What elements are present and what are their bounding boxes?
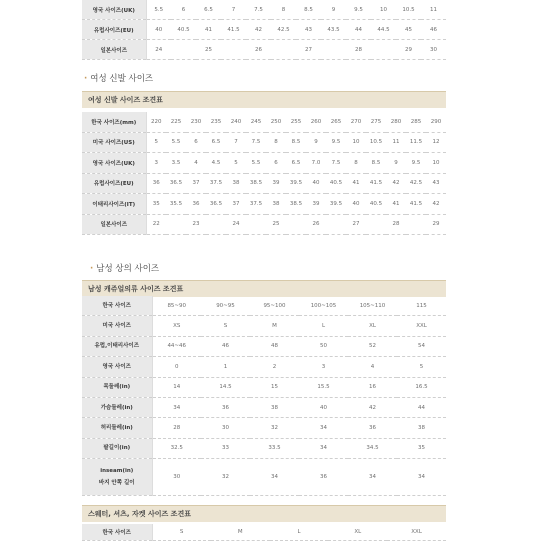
table-cell: 28 xyxy=(152,418,201,438)
table-cell: 40 xyxy=(299,397,348,417)
table-cell: 9.5 xyxy=(346,0,371,20)
table-cell: 42 xyxy=(348,397,397,417)
table-cell xyxy=(406,214,426,235)
table-cell: 42 xyxy=(246,20,271,40)
table-cell: 42 xyxy=(386,173,406,194)
table-cell: 37.5 xyxy=(246,194,266,215)
table-cell: 37.5 xyxy=(206,173,226,194)
row-label: 유럽,이태리사이즈 xyxy=(82,336,152,356)
table-cell: 23 xyxy=(186,214,206,235)
table-cell: 32 xyxy=(250,418,299,438)
table-cell: 36.5 xyxy=(166,173,186,194)
table-cell: 52 xyxy=(348,336,397,356)
table-cell: 43 xyxy=(296,20,321,40)
table-cell: 40.5 xyxy=(366,194,386,215)
table-cell: 27 xyxy=(346,214,366,235)
table-cell: 255 xyxy=(286,112,306,132)
table-cell: 43.5 xyxy=(321,20,346,40)
table-cell: 7.5 xyxy=(326,153,346,174)
table-cell: M xyxy=(211,524,270,541)
table-row xyxy=(82,132,446,153)
table-cell: 11 xyxy=(421,0,446,20)
table-cell xyxy=(321,40,346,60)
table-cell: 40.5 xyxy=(171,20,196,40)
table-cell: 5 xyxy=(226,153,246,174)
table-cell: 40 xyxy=(346,194,366,215)
table-row xyxy=(82,316,446,336)
table-cell xyxy=(286,214,306,235)
row-label: 팔길이(in) xyxy=(82,438,152,458)
table-cell: 5 xyxy=(146,132,166,153)
table-cell: 10 xyxy=(371,0,396,20)
table-cell: 245 xyxy=(246,112,266,132)
table-cell: 6 xyxy=(186,132,206,153)
table-cell: 220 xyxy=(146,112,166,132)
table-cell: 7 xyxy=(221,0,246,20)
table-cell: 260 xyxy=(306,112,326,132)
table-cell: 40.5 xyxy=(326,173,346,194)
table-cell: 240 xyxy=(226,112,246,132)
table-row xyxy=(82,173,446,194)
table-cell: 1 xyxy=(201,357,250,377)
table-row xyxy=(82,40,446,60)
table-cell: 42.5 xyxy=(406,173,426,194)
table-cell: 225 xyxy=(166,112,186,132)
table-cell: S xyxy=(201,316,250,336)
table-cell: 16 xyxy=(348,377,397,397)
table-cell: 9.5 xyxy=(326,132,346,153)
table-cell: 44.5 xyxy=(371,20,396,40)
table-cell: 24 xyxy=(146,40,171,60)
row-label: 목둘레(in) xyxy=(82,377,152,397)
table-cell: 35 xyxy=(146,194,166,215)
table-cell: 32.5 xyxy=(152,438,201,458)
table-cell: 25 xyxy=(266,214,286,235)
table-cell: 105~110 xyxy=(348,296,397,316)
row-label: 일본사이즈 xyxy=(82,214,146,235)
table-cell xyxy=(326,214,346,235)
row-label: 허리둘레(in) xyxy=(82,418,152,438)
table-cell: XXL xyxy=(387,524,446,541)
table-cell: 7.5 xyxy=(246,132,266,153)
table-cell: 34 xyxy=(152,397,201,417)
table-cell: 5.5 xyxy=(246,153,266,174)
table-cell: 250 xyxy=(266,112,286,132)
table-cell: 41 xyxy=(196,20,221,40)
row-label: 이태리사이즈(IT) xyxy=(82,194,146,215)
table-cell xyxy=(166,214,186,235)
table-cell: 3 xyxy=(299,357,348,377)
table-cell: 95~100 xyxy=(250,296,299,316)
table-cell: 6 xyxy=(171,0,196,20)
table-cell: 5 xyxy=(397,357,446,377)
row-label: 가슴둘레(in) xyxy=(82,397,152,417)
table-cell: 15.5 xyxy=(299,377,348,397)
table-cell: 36 xyxy=(146,173,166,194)
men-shoe-size-table-partial xyxy=(82,0,446,60)
table-cell: 8 xyxy=(346,153,366,174)
heading-bullet-icon: · xyxy=(90,264,94,274)
table-cell: 7.0 xyxy=(306,153,326,174)
table-cell xyxy=(206,214,226,235)
table-cell: 4 xyxy=(186,153,206,174)
table-cell: 41.5 xyxy=(406,194,426,215)
table-cell: 3 xyxy=(146,153,166,174)
table-row xyxy=(82,194,446,215)
table-cell: 285 xyxy=(406,112,426,132)
table-cell: 11.5 xyxy=(406,132,426,153)
table-row xyxy=(82,336,446,356)
table-cell: 5.5 xyxy=(166,132,186,153)
table-cell: 36 xyxy=(348,418,397,438)
table-cell: 28 xyxy=(386,214,406,235)
shirt-size-table xyxy=(82,524,446,541)
table-cell: 33.5 xyxy=(250,438,299,458)
table-cell xyxy=(371,40,396,60)
table-cell: 36.5 xyxy=(206,194,226,215)
table-cell: 5.5 xyxy=(146,0,171,20)
table-row xyxy=(82,357,446,377)
table-cell: 10 xyxy=(346,132,366,153)
table-cell: 8.5 xyxy=(366,153,386,174)
table-cell: 14.5 xyxy=(201,377,250,397)
table-cell: 27 xyxy=(296,40,321,60)
table-cell: 48 xyxy=(250,336,299,356)
table-cell: 26 xyxy=(246,40,271,60)
table-cell: 3.5 xyxy=(166,153,186,174)
table-cell: 38.5 xyxy=(286,194,306,215)
table-cell: 2 xyxy=(250,357,299,377)
table-cell: 50 xyxy=(299,336,348,356)
row-label: 미국 사이즈(US) xyxy=(82,132,146,153)
table-cell: 38 xyxy=(226,173,246,194)
table-cell: 12 xyxy=(426,132,446,153)
table-cell: 10.5 xyxy=(396,0,421,20)
table-row xyxy=(82,397,446,417)
table-cell: 10 xyxy=(426,153,446,174)
table-cell: 28 xyxy=(346,40,371,60)
table-cell: 45 xyxy=(396,20,421,40)
table-cell: 34 xyxy=(299,438,348,458)
table-cell: 29 xyxy=(396,40,421,60)
row-label: 한국 사이즈 xyxy=(82,524,152,541)
table-cell xyxy=(171,40,196,60)
table-cell: 41 xyxy=(346,173,366,194)
table-cell: 0 xyxy=(152,357,201,377)
table-cell: 280 xyxy=(386,112,406,132)
table-cell: 26 xyxy=(306,214,326,235)
table-cell: S xyxy=(152,524,211,541)
table-cell: 22 xyxy=(146,214,166,235)
table-cell: 38.5 xyxy=(246,173,266,194)
table-cell: 30 xyxy=(201,418,250,438)
table-cell: 41.5 xyxy=(366,173,386,194)
men-top-size-table xyxy=(82,296,446,496)
table-cell: 39 xyxy=(306,194,326,215)
row-label: 유럽사이즈(EU) xyxy=(82,20,146,40)
table-row xyxy=(82,418,446,438)
table-row xyxy=(82,524,446,541)
table-row xyxy=(82,296,446,316)
heading-bullet-icon: · xyxy=(84,74,88,84)
row-label: 유럽사이즈(EU) xyxy=(82,173,146,194)
row-label: 한국 사이즈 xyxy=(82,296,152,316)
row-label: 미국 사이즈 xyxy=(82,316,152,336)
table-cell: 4.5 xyxy=(206,153,226,174)
table-cell: 39.5 xyxy=(326,194,346,215)
table-cell: 14 xyxy=(152,377,201,397)
table-cell: 38 xyxy=(250,397,299,417)
table-cell: 35.5 xyxy=(166,194,186,215)
table-cell: 41.5 xyxy=(221,20,246,40)
table-cell: 85~90 xyxy=(152,296,201,316)
table-cell: 30 xyxy=(421,40,446,60)
table-cell: 35 xyxy=(397,438,446,458)
table-cell: 24 xyxy=(226,214,246,235)
table-cell: 6.5 xyxy=(286,153,306,174)
table-cell: 270 xyxy=(346,112,366,132)
table-cell: 25 xyxy=(196,40,221,60)
table-cell xyxy=(271,40,296,60)
table-cell: 39.5 xyxy=(286,173,306,194)
table-cell: 29 xyxy=(426,214,446,235)
row-label: 일본사이즈 xyxy=(82,40,146,60)
table-cell: 8 xyxy=(266,132,286,153)
table-cell: 6.5 xyxy=(206,132,226,153)
women-shoe-heading: · 여성 신발 사이즈 xyxy=(84,74,154,84)
table-cell: 7.5 xyxy=(246,0,271,20)
table-cell: 46 xyxy=(421,20,446,40)
table-row xyxy=(82,438,446,458)
table-cell: 275 xyxy=(366,112,386,132)
table-cell: 34 xyxy=(397,459,446,496)
row-label: 영국 사이즈(UK) xyxy=(82,153,146,174)
table-cell: 9 xyxy=(321,0,346,20)
table-cell: 42 xyxy=(426,194,446,215)
table-cell: 100~105 xyxy=(299,296,348,316)
table-row xyxy=(82,0,446,20)
table-cell: 10.5 xyxy=(366,132,386,153)
table-row xyxy=(82,112,446,132)
table-row xyxy=(82,153,446,174)
table-cell: 235 xyxy=(206,112,226,132)
table-cell: L xyxy=(299,316,348,336)
table-cell: 37 xyxy=(226,194,246,215)
table-cell: 38 xyxy=(266,194,286,215)
table-cell: 36 xyxy=(186,194,206,215)
table-cell: 54 xyxy=(397,336,446,356)
table-cell: 37 xyxy=(186,173,206,194)
table-cell: 41 xyxy=(386,194,406,215)
row-label: inseam(in) 바지 안쪽 길이 xyxy=(82,459,152,496)
table-cell: 15 xyxy=(250,377,299,397)
table-cell: 36 xyxy=(299,459,348,496)
table-cell xyxy=(221,40,246,60)
table-cell: L xyxy=(270,524,329,541)
table-cell: 44~46 xyxy=(152,336,201,356)
table-cell: 9 xyxy=(386,153,406,174)
table-cell: 32 xyxy=(201,459,250,496)
table-cell: 7 xyxy=(226,132,246,153)
table-cell: 39 xyxy=(266,173,286,194)
table-cell: 42.5 xyxy=(271,20,296,40)
table-cell: 34 xyxy=(299,418,348,438)
men-top-heading: · 남성 상의 사이즈 xyxy=(90,264,160,274)
table-cell: 6.5 xyxy=(196,0,221,20)
table-cell: 34.5 xyxy=(348,438,397,458)
table-cell: 230 xyxy=(186,112,206,132)
women-shoe-size-table xyxy=(82,112,446,235)
table-cell: 30 xyxy=(152,459,201,496)
table-cell: 33 xyxy=(201,438,250,458)
table-cell: 290 xyxy=(426,112,446,132)
table-cell: M xyxy=(250,316,299,336)
table-cell: 11 xyxy=(386,132,406,153)
table-cell: 115 xyxy=(397,296,446,316)
table-cell: 16.5 xyxy=(397,377,446,397)
table-cell xyxy=(366,214,386,235)
table-cell: 9 xyxy=(306,132,326,153)
row-label: 영국 사이즈 xyxy=(82,357,152,377)
row-label: 한국 사이즈(mm) xyxy=(82,112,146,132)
table-cell: 6 xyxy=(266,153,286,174)
table-cell: 43 xyxy=(426,173,446,194)
table-cell: 8 xyxy=(271,0,296,20)
table-cell: 90~95 xyxy=(201,296,250,316)
table-cell: 40 xyxy=(146,20,171,40)
table-cell: 46 xyxy=(201,336,250,356)
shirt-table-title: 스웨터, 셔츠, 자켓 사이즈 조견표 xyxy=(82,505,446,522)
table-row xyxy=(82,20,446,40)
table-cell: 34 xyxy=(348,459,397,496)
table-cell: 265 xyxy=(326,112,346,132)
table-cell: 38 xyxy=(397,418,446,438)
table-row xyxy=(82,214,446,235)
table-cell: 40 xyxy=(306,173,326,194)
table-cell: XL xyxy=(348,316,397,336)
table-cell: 44 xyxy=(346,20,371,40)
table-row xyxy=(82,459,446,496)
row-label: 영국 사이즈(UK) xyxy=(82,0,146,20)
table-row xyxy=(82,377,446,397)
table-cell: 44 xyxy=(397,397,446,417)
table-cell: 8.5 xyxy=(286,132,306,153)
men-top-table-title: 남성 캐쥬얼의류 사이즈 조견표 xyxy=(82,280,446,297)
women-shoe-table-title: 여성 신발 사이즈 조견표 xyxy=(82,91,446,108)
table-cell: XS xyxy=(152,316,201,336)
table-cell: 36 xyxy=(201,397,250,417)
table-cell: XXL xyxy=(397,316,446,336)
table-cell: 34 xyxy=(250,459,299,496)
table-cell: 4 xyxy=(348,357,397,377)
table-cell: 9.5 xyxy=(406,153,426,174)
table-cell: 8.5 xyxy=(296,0,321,20)
table-cell: XL xyxy=(328,524,387,541)
table-cell xyxy=(246,214,266,235)
